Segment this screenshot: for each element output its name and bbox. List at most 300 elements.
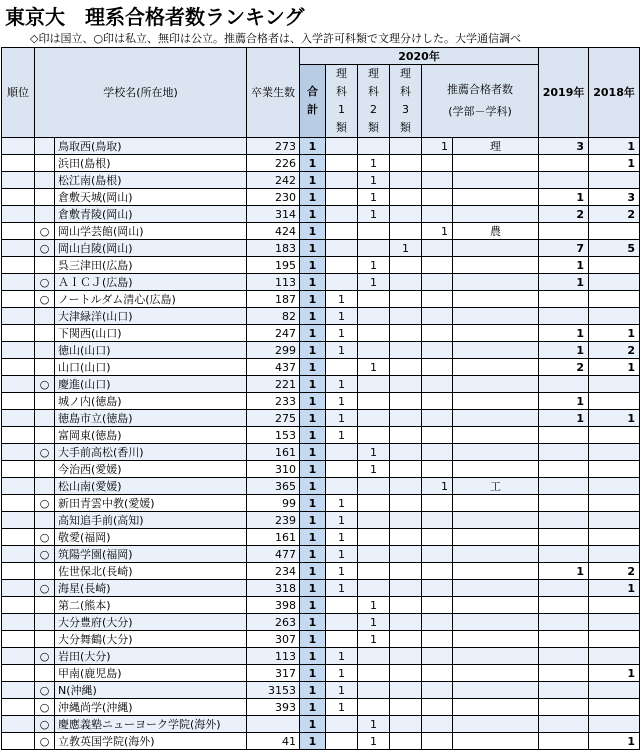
rank-cell bbox=[2, 614, 35, 631]
table-row bbox=[2, 444, 640, 461]
header-ri3-c2: 科 bbox=[400, 85, 411, 98]
ri3-count bbox=[390, 614, 422, 631]
row-mark bbox=[35, 172, 55, 189]
school-name: 鳥取西(鳥取) bbox=[55, 138, 247, 155]
row-mark bbox=[35, 512, 55, 529]
count-2018: 1 bbox=[589, 325, 640, 342]
ri2-count: 1 bbox=[358, 189, 390, 206]
school-name: 敬愛(福岡) bbox=[55, 529, 247, 546]
recommend-dept bbox=[453, 597, 539, 614]
row-mark: ○ bbox=[35, 529, 55, 546]
total-count: 1 bbox=[300, 478, 326, 495]
ri1-count: 1 bbox=[326, 291, 358, 308]
recommend-count: 1 bbox=[422, 223, 453, 240]
row-mark: ○ bbox=[35, 240, 55, 257]
ri2-count: 1 bbox=[358, 359, 390, 376]
ri3-count bbox=[390, 393, 422, 410]
ri1-count bbox=[326, 223, 358, 240]
ri2-count bbox=[358, 563, 390, 580]
ri3-count bbox=[390, 376, 422, 393]
header-ri2-c2: 科 bbox=[368, 85, 379, 98]
row-mark bbox=[35, 478, 55, 495]
ri2-count: 1 bbox=[358, 444, 390, 461]
rank-cell bbox=[2, 512, 35, 529]
grad-count: 242 bbox=[247, 172, 300, 189]
row-mark: ○ bbox=[35, 648, 55, 665]
recommend-dept bbox=[453, 257, 539, 274]
count-2019 bbox=[539, 580, 589, 597]
recommend-dept bbox=[453, 359, 539, 376]
table-row bbox=[2, 410, 640, 427]
school-name: 城ノ内(徳島) bbox=[55, 393, 247, 410]
ri2-count bbox=[358, 427, 390, 444]
count-2018 bbox=[589, 478, 640, 495]
ri3-count: 1 bbox=[390, 240, 422, 257]
row-mark: ○ bbox=[35, 223, 55, 240]
ri2-count bbox=[358, 393, 390, 410]
grad-count: 230 bbox=[247, 189, 300, 206]
count-2019: 1 bbox=[539, 257, 589, 274]
ri3-count bbox=[390, 172, 422, 189]
recommend-count bbox=[422, 631, 453, 648]
grad-count: 437 bbox=[247, 359, 300, 376]
school-name: 岡山学芸館(岡山) bbox=[55, 223, 247, 240]
grad-count: 113 bbox=[247, 274, 300, 291]
count-2019: 1 bbox=[539, 563, 589, 580]
ri3-count bbox=[390, 716, 422, 733]
row-mark bbox=[35, 206, 55, 223]
grad-count: 113 bbox=[247, 648, 300, 665]
ri1-count bbox=[326, 274, 358, 291]
table-row bbox=[2, 580, 640, 597]
recommend-dept bbox=[453, 461, 539, 478]
ri3-count bbox=[390, 597, 422, 614]
rank-cell bbox=[2, 699, 35, 716]
row-mark bbox=[35, 427, 55, 444]
ri3-count bbox=[390, 733, 422, 750]
count-2019 bbox=[539, 376, 589, 393]
table-header bbox=[2, 48, 640, 138]
ri1-count: 1 bbox=[326, 580, 358, 597]
ri1-count: 1 bbox=[326, 342, 358, 359]
total-count: 1 bbox=[300, 274, 326, 291]
table-row bbox=[2, 342, 640, 359]
school-name: 沖縄尚学(沖縄) bbox=[55, 699, 247, 716]
school-name: 山口(山口) bbox=[55, 359, 247, 376]
count-2018 bbox=[589, 512, 640, 529]
header-suisen bbox=[422, 65, 539, 138]
ri2-count bbox=[358, 376, 390, 393]
grad-count: 424 bbox=[247, 223, 300, 240]
table-row bbox=[2, 393, 640, 410]
count-2019 bbox=[539, 155, 589, 172]
header-suisen-sub: (学部－学科) bbox=[448, 105, 512, 118]
total-count: 1 bbox=[300, 665, 326, 682]
total-count: 1 bbox=[300, 614, 326, 631]
school-name: 徳山(山口) bbox=[55, 342, 247, 359]
grad-count: 477 bbox=[247, 546, 300, 563]
total-count: 1 bbox=[300, 359, 326, 376]
ri1-count: 1 bbox=[326, 376, 358, 393]
grad-count: 82 bbox=[247, 308, 300, 325]
ri1-count: 1 bbox=[326, 563, 358, 580]
recommend-count bbox=[422, 240, 453, 257]
recommend-count bbox=[422, 512, 453, 529]
recommend-count bbox=[422, 325, 453, 342]
school-name: 徳島市立(徳島) bbox=[55, 410, 247, 427]
table-row bbox=[2, 478, 640, 495]
rank-cell bbox=[2, 580, 35, 597]
school-name: 下関西(山口) bbox=[55, 325, 247, 342]
total-count: 1 bbox=[300, 716, 326, 733]
total-count: 1 bbox=[300, 172, 326, 189]
legend-note: ◇印は国立、○印は私立、無印は公立。推薦合格者は、入学許可科類で文理分けした。大学通信調べ bbox=[30, 32, 522, 45]
rank-cell bbox=[2, 495, 35, 512]
rank-cell bbox=[2, 461, 35, 478]
recommend-count bbox=[422, 665, 453, 682]
recommend-dept bbox=[453, 648, 539, 665]
count-2019 bbox=[539, 291, 589, 308]
school-name: 第二(熊本) bbox=[55, 597, 247, 614]
grad-count: 365 bbox=[247, 478, 300, 495]
ri2-count: 1 bbox=[358, 597, 390, 614]
recommend-count bbox=[422, 682, 453, 699]
school-name: 海星(長崎) bbox=[55, 580, 247, 597]
ri1-count: 1 bbox=[326, 410, 358, 427]
grad-count: 239 bbox=[247, 512, 300, 529]
recommend-dept bbox=[453, 410, 539, 427]
rank-cell bbox=[2, 529, 35, 546]
school-name: 高知追手前(高知) bbox=[55, 512, 247, 529]
table-row bbox=[2, 461, 640, 478]
header-total-c2: 計 bbox=[307, 103, 318, 116]
ri2-count bbox=[358, 665, 390, 682]
row-mark: ○ bbox=[35, 495, 55, 512]
row-mark bbox=[35, 138, 55, 155]
count-2018 bbox=[589, 257, 640, 274]
school-name: 呉三津田(広島) bbox=[55, 257, 247, 274]
row-mark bbox=[35, 393, 55, 410]
ri3-count bbox=[390, 427, 422, 444]
grad-count: 398 bbox=[247, 597, 300, 614]
recommend-count bbox=[422, 546, 453, 563]
count-2018 bbox=[589, 529, 640, 546]
ri3-count bbox=[390, 342, 422, 359]
recommend-count bbox=[422, 427, 453, 444]
recommend-dept bbox=[453, 563, 539, 580]
ri1-count: 1 bbox=[326, 529, 358, 546]
count-2019 bbox=[539, 427, 589, 444]
count-2018 bbox=[589, 461, 640, 478]
count-2019 bbox=[539, 512, 589, 529]
header-school: 学校名(所在地) bbox=[35, 48, 247, 138]
ri3-count bbox=[390, 682, 422, 699]
recommend-dept bbox=[453, 325, 539, 342]
grad-count: 221 bbox=[247, 376, 300, 393]
school-name: ＡＩＣＪ(広島) bbox=[55, 274, 247, 291]
ri1-count: 1 bbox=[326, 512, 358, 529]
rank-cell bbox=[2, 478, 35, 495]
header-ri1-c3: 1 bbox=[338, 103, 345, 116]
recommend-count bbox=[422, 172, 453, 189]
table-row bbox=[2, 546, 640, 563]
recommend-dept bbox=[453, 716, 539, 733]
school-name: 新田青雲中教(愛媛) bbox=[55, 495, 247, 512]
row-mark: ○ bbox=[35, 274, 55, 291]
count-2019 bbox=[539, 308, 589, 325]
ri2-count bbox=[358, 138, 390, 155]
row-mark bbox=[35, 665, 55, 682]
recommend-count bbox=[422, 393, 453, 410]
school-name: 甲南(鹿児島) bbox=[55, 665, 247, 682]
ri3-count bbox=[390, 529, 422, 546]
count-2018: 5 bbox=[589, 240, 640, 257]
rank-cell bbox=[2, 631, 35, 648]
count-2018 bbox=[589, 699, 640, 716]
rank-cell bbox=[2, 172, 35, 189]
rank-cell bbox=[2, 257, 35, 274]
total-count: 1 bbox=[300, 597, 326, 614]
ri1-count: 1 bbox=[326, 682, 358, 699]
count-2018 bbox=[589, 376, 640, 393]
rank-cell bbox=[2, 393, 35, 410]
total-count: 1 bbox=[300, 240, 326, 257]
school-name: 立教英国学院(海外) bbox=[55, 733, 247, 750]
ri1-count bbox=[326, 461, 358, 478]
ri1-count bbox=[326, 189, 358, 206]
row-mark bbox=[35, 614, 55, 631]
rank-cell bbox=[2, 138, 35, 155]
recommend-dept bbox=[453, 580, 539, 597]
row-mark bbox=[35, 308, 55, 325]
count-2019 bbox=[539, 665, 589, 682]
rank-cell bbox=[2, 444, 35, 461]
count-2019 bbox=[539, 648, 589, 665]
ri1-count bbox=[326, 614, 358, 631]
ri1-count: 1 bbox=[326, 699, 358, 716]
recommend-dept bbox=[453, 342, 539, 359]
ri1-count: 1 bbox=[326, 546, 358, 563]
count-2019 bbox=[539, 597, 589, 614]
recommend-dept bbox=[453, 155, 539, 172]
school-name: 大分舞鶴(大分) bbox=[55, 631, 247, 648]
row-mark bbox=[35, 189, 55, 206]
rank-cell bbox=[2, 648, 35, 665]
rank-cell bbox=[2, 410, 35, 427]
recommend-count bbox=[422, 716, 453, 733]
count-2018: 2 bbox=[589, 342, 640, 359]
table-row bbox=[2, 359, 640, 376]
count-2018 bbox=[589, 172, 640, 189]
recommend-dept bbox=[453, 614, 539, 631]
count-2019: 7 bbox=[539, 240, 589, 257]
row-mark bbox=[35, 155, 55, 172]
table-row bbox=[2, 138, 640, 155]
row-mark bbox=[35, 342, 55, 359]
ri3-count bbox=[390, 631, 422, 648]
ri1-count bbox=[326, 478, 358, 495]
recommend-dept bbox=[453, 393, 539, 410]
table-row bbox=[2, 257, 640, 274]
ri3-count bbox=[390, 410, 422, 427]
school-name: 岩田(大分) bbox=[55, 648, 247, 665]
grad-count: 393 bbox=[247, 699, 300, 716]
school-name: 佐世保北(長崎) bbox=[55, 563, 247, 580]
count-2018: 3 bbox=[589, 189, 640, 206]
ri3-count bbox=[390, 563, 422, 580]
recommend-dept bbox=[453, 274, 539, 291]
count-2019 bbox=[539, 172, 589, 189]
ri3-count bbox=[390, 138, 422, 155]
ri3-count bbox=[390, 257, 422, 274]
grad-count: 187 bbox=[247, 291, 300, 308]
count-2019: 1 bbox=[539, 410, 589, 427]
ri3-count bbox=[390, 478, 422, 495]
recommend-count bbox=[422, 410, 453, 427]
total-count: 1 bbox=[300, 546, 326, 563]
ri2-count bbox=[358, 240, 390, 257]
ri3-count bbox=[390, 189, 422, 206]
ri1-count bbox=[326, 138, 358, 155]
grad-count: 273 bbox=[247, 138, 300, 155]
ri1-count: 1 bbox=[326, 393, 358, 410]
total-count: 1 bbox=[300, 512, 326, 529]
recommend-dept bbox=[453, 206, 539, 223]
ri2-count bbox=[358, 223, 390, 240]
count-2019 bbox=[539, 699, 589, 716]
header-ri1-c1: 理 bbox=[336, 67, 347, 80]
row-mark: ○ bbox=[35, 682, 55, 699]
ri3-count bbox=[390, 580, 422, 597]
ri2-count bbox=[358, 291, 390, 308]
ri3-count bbox=[390, 325, 422, 342]
count-2019 bbox=[539, 495, 589, 512]
count-2019: 1 bbox=[539, 393, 589, 410]
ri1-count bbox=[326, 155, 358, 172]
count-2018 bbox=[589, 716, 640, 733]
count-2018 bbox=[589, 444, 640, 461]
total-count: 1 bbox=[300, 648, 326, 665]
row-mark: ○ bbox=[35, 699, 55, 716]
recommend-dept bbox=[453, 240, 539, 257]
ri3-count bbox=[390, 206, 422, 223]
recommend-count bbox=[422, 206, 453, 223]
grad-count: 299 bbox=[247, 342, 300, 359]
school-name: 富岡東(徳島) bbox=[55, 427, 247, 444]
row-mark bbox=[35, 461, 55, 478]
school-name: 倉敷天城(岡山) bbox=[55, 189, 247, 206]
header-2018: 2018年 bbox=[589, 48, 640, 138]
recommend-dept: 農 bbox=[453, 223, 539, 240]
ri2-count bbox=[358, 512, 390, 529]
table-row bbox=[2, 189, 640, 206]
count-2018 bbox=[589, 274, 640, 291]
rank-cell bbox=[2, 427, 35, 444]
total-count: 1 bbox=[300, 682, 326, 699]
count-2018 bbox=[589, 648, 640, 665]
table-row bbox=[2, 427, 640, 444]
recommend-dept bbox=[453, 376, 539, 393]
school-name: 筑陽学園(福岡) bbox=[55, 546, 247, 563]
recommend-dept bbox=[453, 631, 539, 648]
ri2-count bbox=[358, 546, 390, 563]
header-ri1 bbox=[326, 65, 358, 138]
total-count: 1 bbox=[300, 206, 326, 223]
recommend-dept bbox=[453, 529, 539, 546]
grad-count: 3153 bbox=[247, 682, 300, 699]
ri2-count bbox=[358, 580, 390, 597]
count-2019 bbox=[539, 478, 589, 495]
recommend-count bbox=[422, 648, 453, 665]
recommend-dept: 理 bbox=[453, 138, 539, 155]
count-2019 bbox=[539, 614, 589, 631]
table-row bbox=[2, 376, 640, 393]
count-2018: 1 bbox=[589, 138, 640, 155]
ri2-count bbox=[358, 308, 390, 325]
count-2018 bbox=[589, 682, 640, 699]
grad-count: 226 bbox=[247, 155, 300, 172]
ri2-count: 1 bbox=[358, 716, 390, 733]
table-body bbox=[2, 138, 640, 750]
table-row bbox=[2, 240, 640, 257]
ri2-count: 1 bbox=[358, 631, 390, 648]
school-name: 松江南(島根) bbox=[55, 172, 247, 189]
row-mark bbox=[35, 325, 55, 342]
school-name: 浜田(島根) bbox=[55, 155, 247, 172]
table-row bbox=[2, 597, 640, 614]
count-2018 bbox=[589, 495, 640, 512]
rank-cell bbox=[2, 206, 35, 223]
count-2019 bbox=[539, 716, 589, 733]
row-mark bbox=[35, 597, 55, 614]
table-row bbox=[2, 206, 640, 223]
ri3-count bbox=[390, 223, 422, 240]
header-ri3 bbox=[390, 65, 422, 138]
recommend-count bbox=[422, 444, 453, 461]
ri3-count bbox=[390, 665, 422, 682]
row-mark: ○ bbox=[35, 546, 55, 563]
ri3-count bbox=[390, 274, 422, 291]
row-mark: ○ bbox=[35, 733, 55, 750]
count-2019: 1 bbox=[539, 342, 589, 359]
count-2018 bbox=[589, 393, 640, 410]
row-mark: ○ bbox=[35, 291, 55, 308]
count-2018 bbox=[589, 291, 640, 308]
ri3-count bbox=[390, 155, 422, 172]
grad-count: 307 bbox=[247, 631, 300, 648]
ri1-count bbox=[326, 444, 358, 461]
recommend-count bbox=[422, 699, 453, 716]
ri3-count bbox=[390, 648, 422, 665]
ri2-count: 1 bbox=[358, 206, 390, 223]
count-2019: 2 bbox=[539, 359, 589, 376]
recommend-count bbox=[422, 291, 453, 308]
recommend-dept: 工 bbox=[453, 478, 539, 495]
count-2019 bbox=[539, 223, 589, 240]
ri1-count bbox=[326, 257, 358, 274]
table-row bbox=[2, 716, 640, 733]
ri1-count: 1 bbox=[326, 495, 358, 512]
recommend-dept bbox=[453, 308, 539, 325]
header-2019: 2019年 bbox=[539, 48, 589, 138]
ri2-count bbox=[358, 342, 390, 359]
ri2-count bbox=[358, 495, 390, 512]
rank-cell bbox=[2, 240, 35, 257]
count-2018: 1 bbox=[589, 410, 640, 427]
total-count: 1 bbox=[300, 376, 326, 393]
row-mark bbox=[35, 410, 55, 427]
count-2019 bbox=[539, 529, 589, 546]
